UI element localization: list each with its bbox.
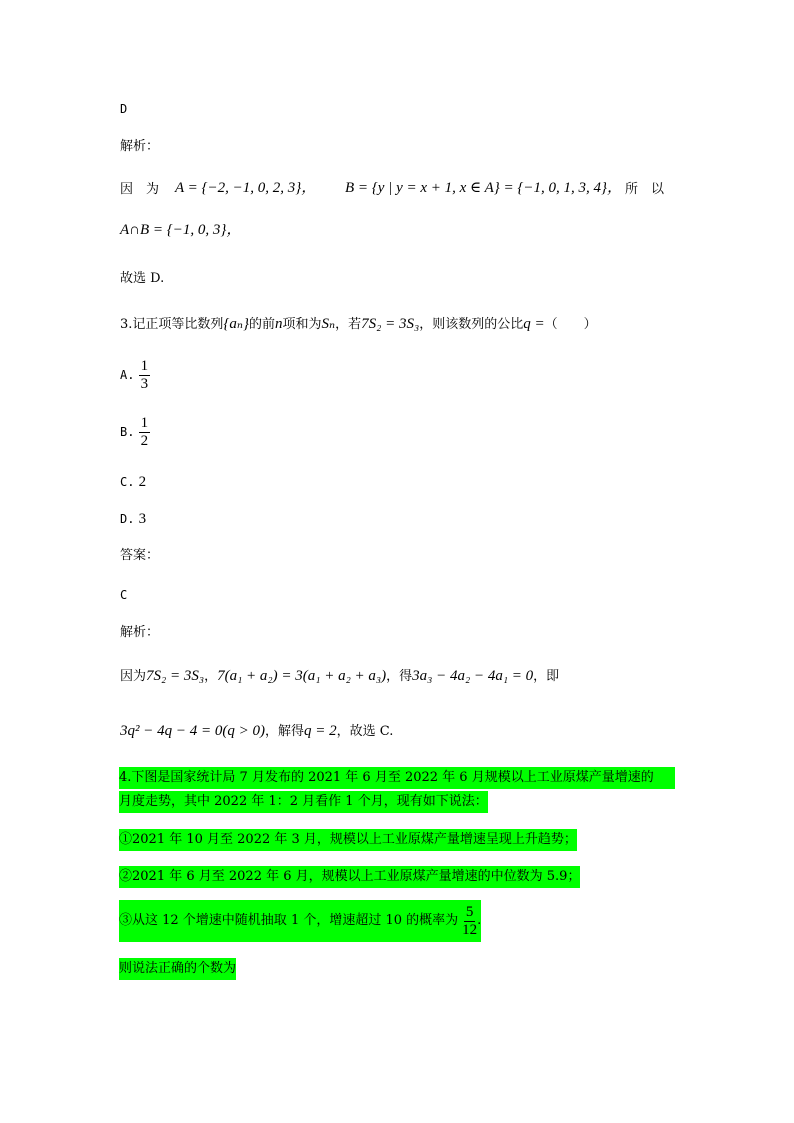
option-d-value: 3 xyxy=(138,511,147,527)
q3-sequence: {aₙ} xyxy=(223,316,249,332)
choose-d: 故选 D. xyxy=(120,271,165,286)
intersection-line: A∩B = {−1, 0, 3}， xyxy=(120,222,242,238)
statement-3-fraction xyxy=(462,904,477,939)
statement-3 xyxy=(119,900,481,942)
sol1-text-a: 因为 xyxy=(120,669,147,684)
option-b-fraction xyxy=(139,415,151,450)
option-c xyxy=(120,473,146,492)
option-a-label: A. xyxy=(120,368,135,382)
sol2-text-b: ，故选 C. xyxy=(336,724,394,739)
q3-text-b: 的前 xyxy=(248,317,275,332)
option-d-label: D. xyxy=(120,512,135,526)
q3-text-c: 项和为 xyxy=(282,317,322,332)
q3-text-a: 3.记正项等比数列 xyxy=(120,317,224,332)
set-b: B = {y | y = x + 1, x ∈ A} = {−1, 0, 1, 3, 4}， xyxy=(345,180,623,196)
set-a: A = {−2, −1, 0, 2, 3}， xyxy=(175,180,317,196)
question-4-stem-line-1: 4.下图是国家统计局 7 月发布的 2021 年 6 月至 2022 年 6 月规模以上工业原煤产量增速的 xyxy=(119,767,675,789)
sol1-math-3: 3a₃ − 4a₂ − 4a₁ = 0 xyxy=(412,668,534,684)
statement-1: ①2021 年 10 月至 2022 年 3 月，规模以上工业原煤产量增速呈现上升趋势； xyxy=(119,829,577,851)
statement-3-period: . xyxy=(477,913,482,928)
statement-2: ②2021 年 6 月至 2022 年 6 月，规模以上工业原煤产量增速的中位数为 5.9； xyxy=(119,866,580,888)
option-d xyxy=(120,510,146,529)
answer-label: 答案： xyxy=(120,548,160,563)
prev-answer: D xyxy=(120,102,128,116)
statement-3-numerator: 5 xyxy=(465,903,474,920)
because-text: 因 为 xyxy=(120,182,160,197)
option-a-fraction xyxy=(139,358,151,393)
q3-sn: Sₙ xyxy=(321,316,336,332)
q3-paren: （ ） xyxy=(544,317,597,332)
sol2-text-a: ，解得 xyxy=(264,724,304,739)
option-b-numerator: 1 xyxy=(140,415,149,431)
sol1-math-2: 7(a₁ + a₂) = 3(a₁ + a₂ + a₃) xyxy=(217,668,387,684)
q3-q: q = xyxy=(523,316,545,332)
sol1-text-b: ， xyxy=(204,669,218,684)
q3-condition: 7S₂ = 3S₃ xyxy=(361,316,420,332)
sol1-math-1: 7S₂ = 3S₃ xyxy=(146,668,205,684)
question-4-stem-line-2: 月度走势，其中 2022 年 1：2 月看作 1 个月，现有如下说法： xyxy=(119,791,488,813)
sol1-text-c: ，得 xyxy=(386,669,413,684)
statement-3-denominator: 12 xyxy=(462,921,478,938)
option-a-numerator: 1 xyxy=(140,358,149,374)
question-4-ask: 则说法正确的个数为 xyxy=(119,958,236,980)
option-c-value: 2 xyxy=(138,474,147,490)
option-c-label: C. xyxy=(120,475,135,489)
question-3-stem xyxy=(120,315,597,334)
solution-line-2 xyxy=(120,722,393,741)
q3-text-e: ，则该数列的公比 xyxy=(419,317,524,332)
statement-3-text: ③从这 12 个增速中随机抽取 1 个，增速超过 10 的概率为 xyxy=(119,913,459,928)
sol1-text-d: ，即 xyxy=(533,669,560,684)
q3-text-d: ，若 xyxy=(335,317,362,332)
option-a xyxy=(120,358,150,393)
answer-value: C xyxy=(120,588,128,602)
solution-line-1 xyxy=(120,667,559,686)
option-b xyxy=(120,415,150,450)
analysis-label: 解析： xyxy=(120,139,160,154)
option-b-denominator: 2 xyxy=(140,433,149,449)
sol2-math-1: 3q² − 4q − 4 = 0(q > 0) xyxy=(120,723,265,739)
option-b-label: B. xyxy=(120,425,135,439)
sol2-math-2: q = 2 xyxy=(304,723,337,739)
q3-n: n xyxy=(275,316,283,332)
analysis-label-2: 解析： xyxy=(120,625,160,640)
so-text: 所 以 xyxy=(625,182,665,197)
option-a-denominator: 3 xyxy=(140,376,149,392)
